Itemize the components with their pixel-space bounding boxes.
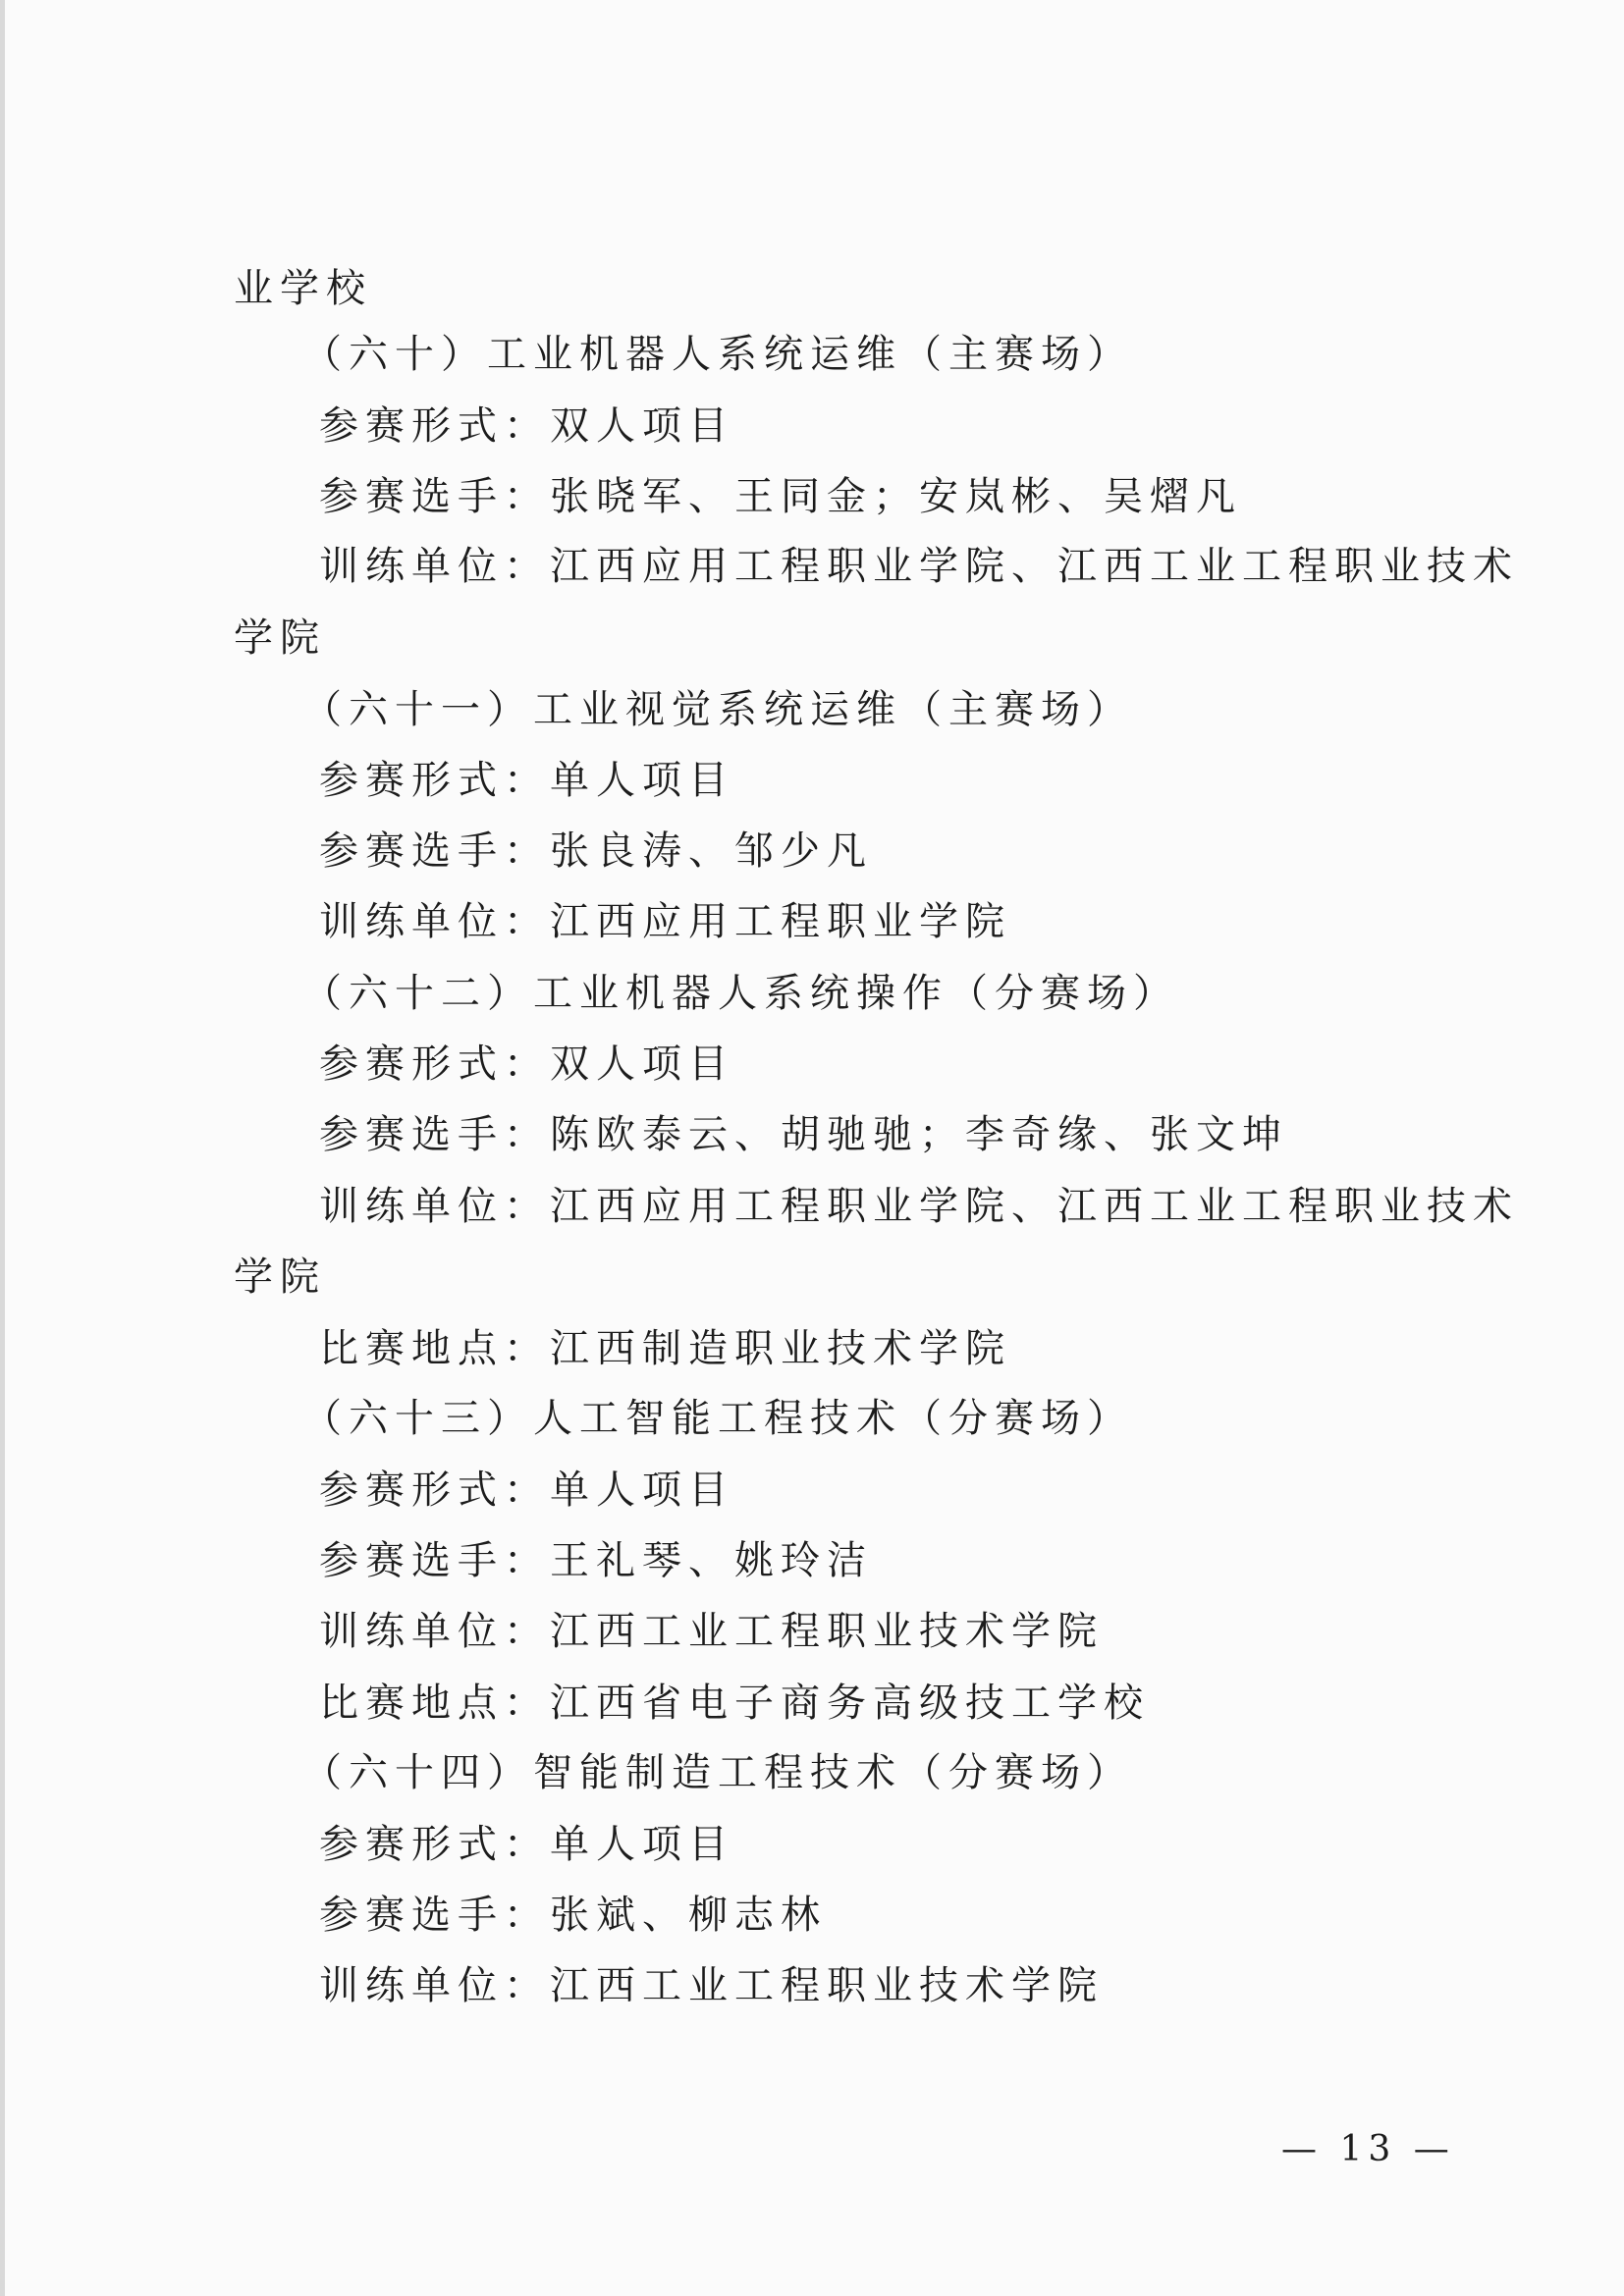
text-line: 参赛形式：单人项目 bbox=[319, 758, 734, 803]
section-heading: （六十二）工业机器人系统操作（分赛场） bbox=[302, 971, 1179, 1016]
section-heading: （六十）工业机器人系统运维（主赛场） bbox=[302, 332, 1133, 377]
text-line: 参赛形式：双人项目 bbox=[319, 403, 734, 449]
section-heading: （六十一）工业视觉系统运维（主赛场） bbox=[302, 687, 1133, 732]
text-line: 参赛选手：张晓军、王同金；安岚彬、吴熠凡 bbox=[319, 474, 1242, 519]
text-line: 参赛选手：王礼琴、姚玲洁 bbox=[319, 1538, 873, 1583]
text-line: 学院 bbox=[234, 615, 326, 661]
section-heading: （六十四）智能制造工程技术（分赛场） bbox=[302, 1750, 1133, 1795]
text-line: 训练单位：江西工业工程职业技术学院 bbox=[319, 1609, 1104, 1654]
text-line: 比赛地点：江西省电子商务高级技工学校 bbox=[319, 1681, 1150, 1726]
text-line: 学院 bbox=[234, 1255, 326, 1300]
text-line: 训练单位：江西应用工程职业学院 bbox=[319, 899, 1011, 944]
text-line: 参赛选手：张斌、柳志林 bbox=[319, 1893, 827, 1938]
text-line: 参赛形式：单人项目 bbox=[319, 1468, 734, 1513]
text-line: 参赛形式：单人项目 bbox=[319, 1822, 734, 1867]
text-line: 比赛地点：江西制造职业技术学院 bbox=[319, 1326, 1011, 1371]
text-line: 参赛形式：双人项目 bbox=[319, 1041, 734, 1087]
text-line: 业学校 bbox=[234, 266, 372, 311]
text-line: 训练单位：江西应用工程职业学院、江西工业工程职业技术 bbox=[319, 1184, 1519, 1229]
text-line: 参赛选手：陈欧泰云、胡驰驰；李奇缘、张文坤 bbox=[319, 1112, 1288, 1157]
text-line: 训练单位：江西工业工程职业技术学院 bbox=[319, 1963, 1104, 2008]
text-line: 参赛选手：张良涛、邹少凡 bbox=[319, 828, 873, 874]
section-heading: （六十三）人工智能工程技术（分赛场） bbox=[302, 1396, 1133, 1441]
page-number: — 13 — bbox=[1281, 2129, 1455, 2169]
text-line: 训练单位：江西应用工程职业学院、江西工业工程职业技术 bbox=[319, 544, 1519, 589]
